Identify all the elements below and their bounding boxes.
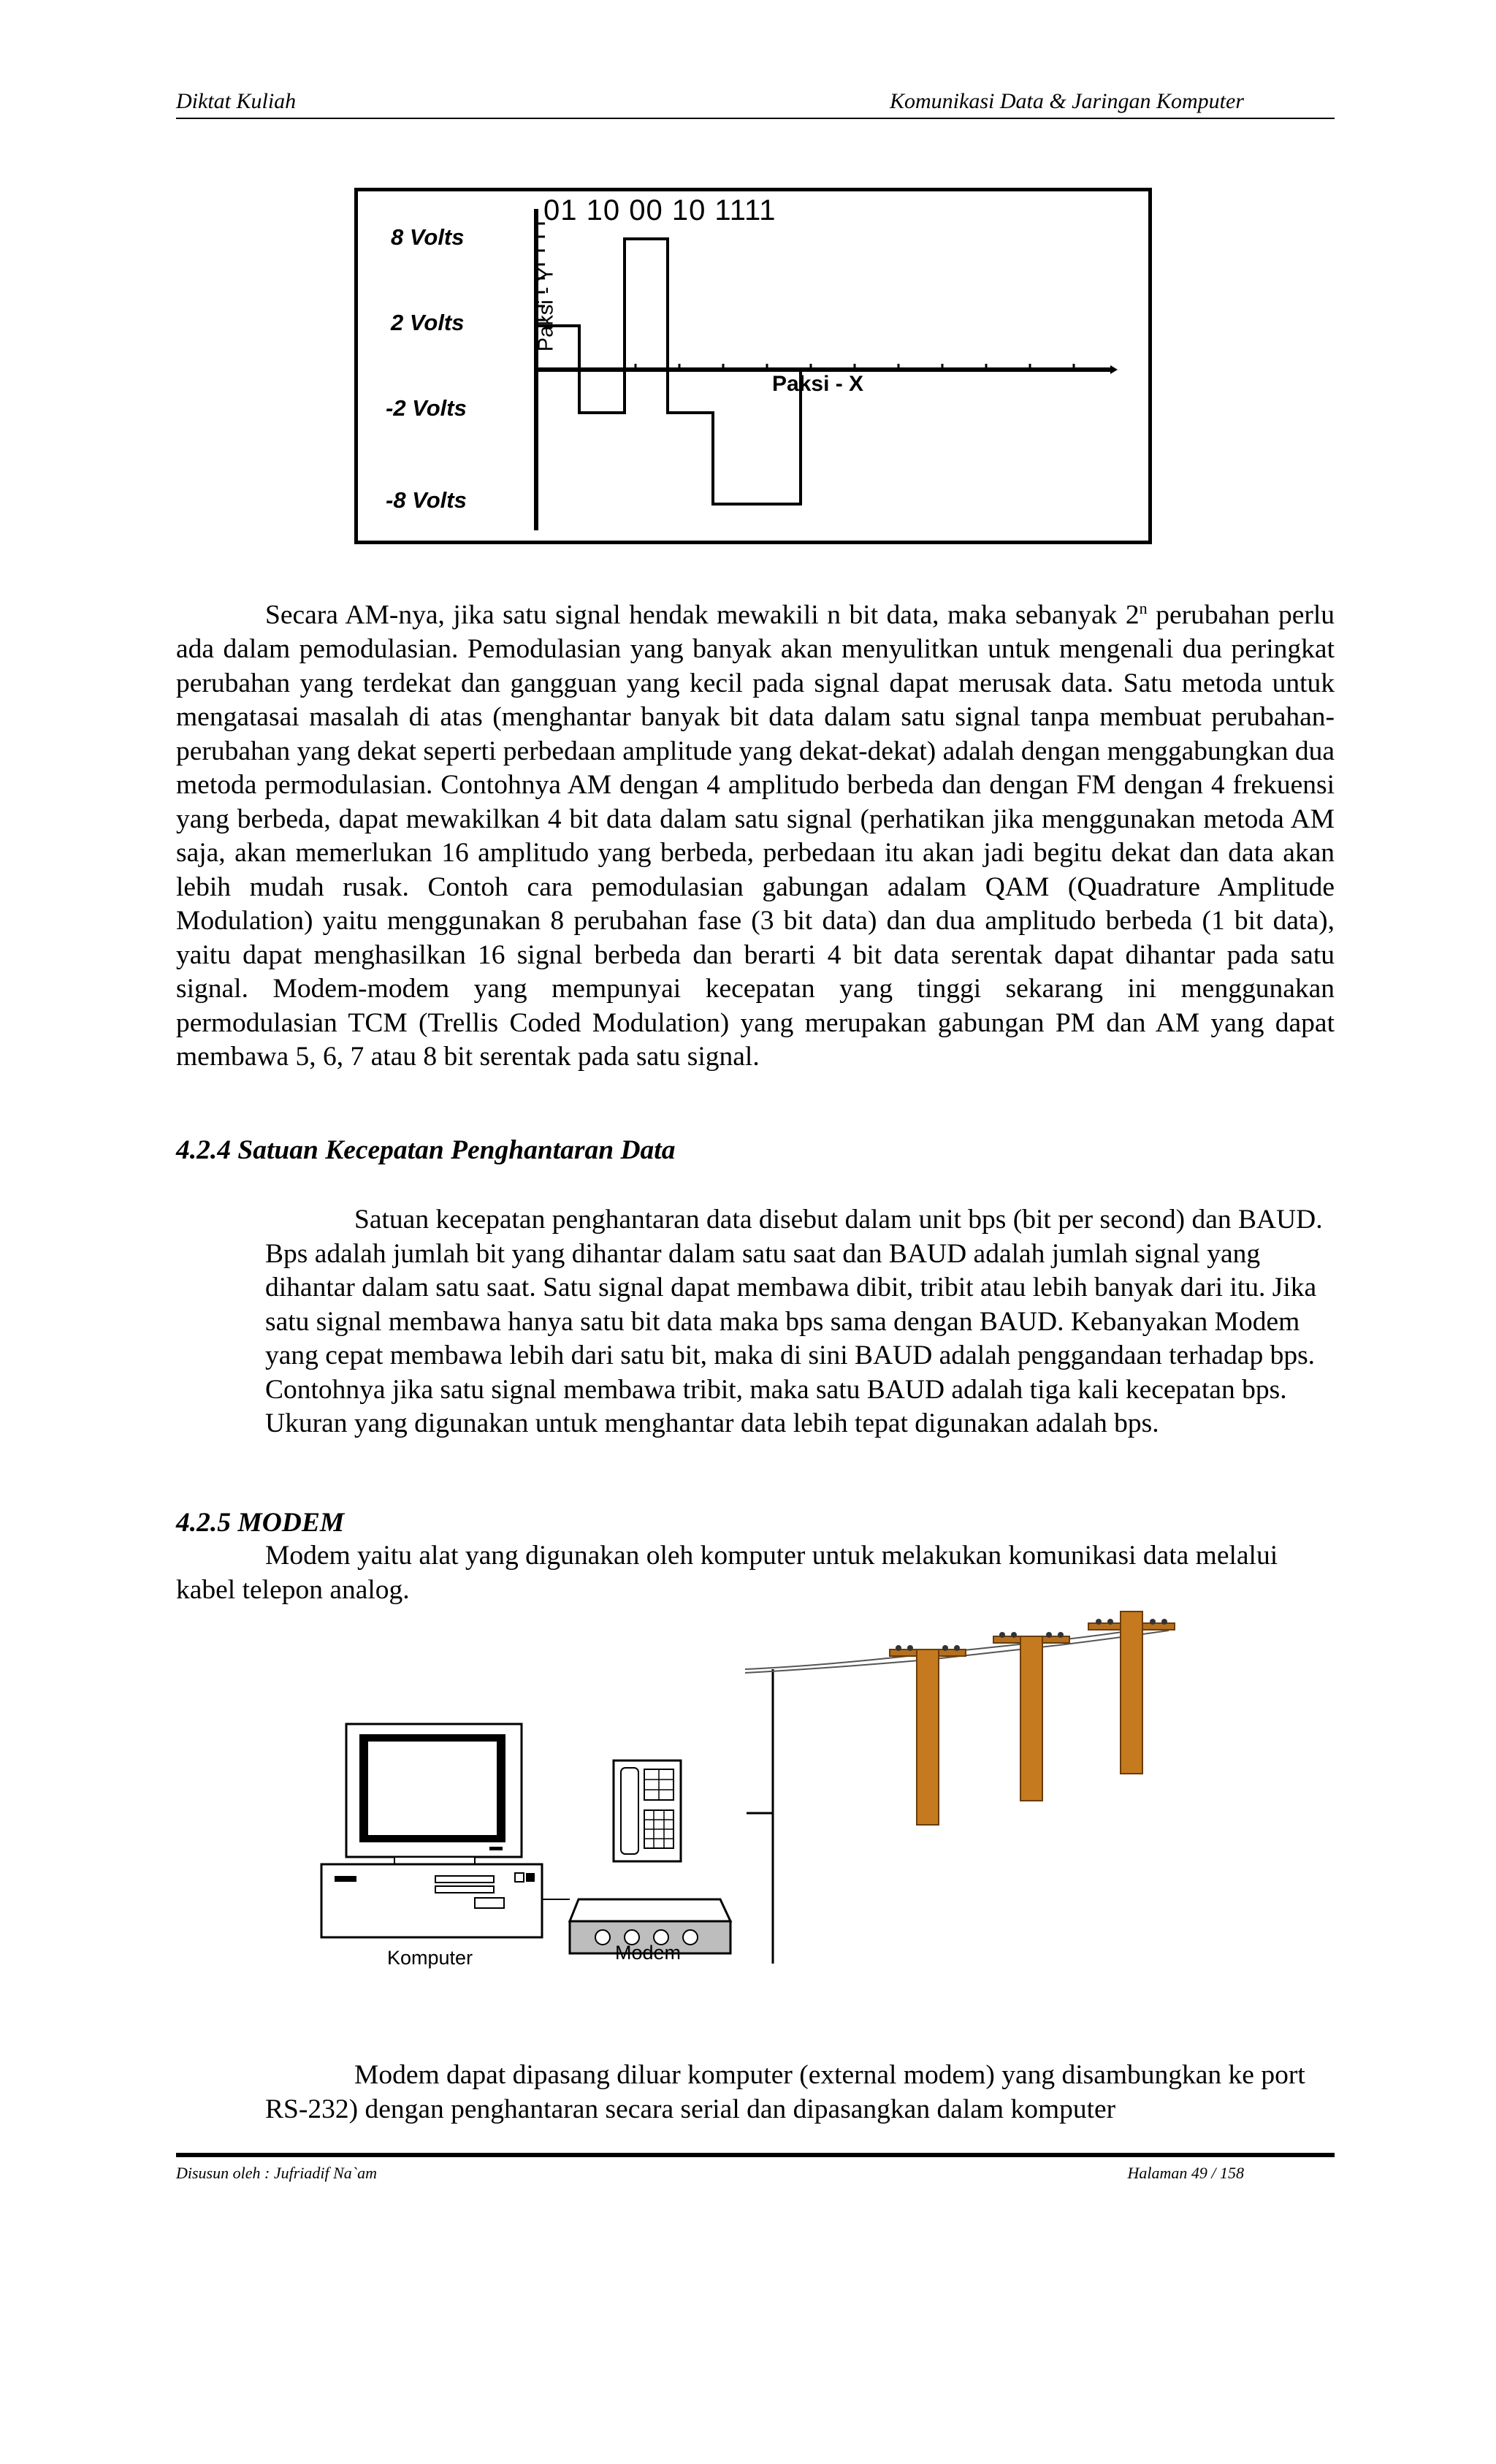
section-424-text: Satuan kecepatan penghantaran data disebut dalam unit bps (bit per second) dan BAUD. Bps adalah jumlah bit yang dihantar dalam satu saat dan BAUD adalah jumlah signal yang dihantar dalam satu saat. Satu signal dapat membawa dibit, tribit atau lebih banyak dari itu. Jika satu signal membawa hanya satu bit data maka bps sama dengan BAUD. Kebanyakan Modem yang cepat membawa lebih dari satu bit, maka di sini BAUD adalah penggandaan terhadap bps. Contohnya jika satu signal membawa tribit, maka satu BAUD adalah tiga kali kecepatan bps. Ukuran yang digunakan untuk menghantar data lebih tepat digunakan adalah bps.	[265, 1205, 1323, 1438]
modem-illustration	[314, 1607, 1213, 1987]
level-label-neg2v: -2 Volts	[386, 395, 467, 421]
level-label-neg8v: -8 Volts	[386, 487, 467, 513]
telephone-icon	[614, 1761, 681, 1861]
section-heading-425: 4.2.5 MODEM	[176, 1508, 345, 1538]
level-label-8v: 8 Volts	[391, 224, 465, 250]
modem-label: Modem	[615, 1942, 682, 1964]
x-axis-arrow	[1110, 365, 1118, 374]
computer-label: Komputer	[387, 1947, 473, 1969]
footer-left: Disusun oleh : Jufriadif Na`am	[176, 2164, 377, 2182]
x-axis-label: Paksi - X	[772, 372, 864, 396]
footer-rule	[176, 2153, 1335, 2157]
paragraph-am-text-a: Secara AM-nya, jika satu signal hendak mewakili n bit data, maka sebanyak 2	[265, 600, 1140, 630]
paragraph-modem-install: Modem dapat dipasang diluar komputer (external modem) yang disambungkan ke port RS-232) dengan penghantaran secara serial dan dipasangkan dalam komputer	[265, 2060, 1305, 2124]
paragraph-am-text-b: perubahan perlu ada dalam pemodulasian. Pemodulasian yang banyak akan menyulitkan untuk mengenali dua peringkat perubahan yang terdekat dan gangguan yang kecil pada signal dapat merusak data. Satu metoda untuk mengatasai masalah di atas (menghantar banyak bit data dalam satu signal tanpa membuat perubahan-perubahan yang dekat seperti perbedaan amplitude yang dekat-dekat) adalah dengan menggabungkan dua metoda permodulasian. Contohnya AM dengan 4 amplitudo berbeda dan dengan FM dengan 4 frekuensi yang berbeda, dapat mewakilkan 4 bit data dalam satu signal (perhatikan jika menggunakan metoda AM saja, akan memerlukan 16 amplitudo yang berbeda, perbedaan itu akan jadi begitu dekat dan data akan lebih mudah rusak. Contoh cara pemodulasian gabungan adalam QAM (Quadrature Amplitude Modulation) yaitu menggunakan 8 perubahan fase (3 bit data) dan dua amplitudo berbeda (1 bit data), yaitu dapat menghasilkan 16 signal berbeda dan berarti 4 bit data serentak dapat dihantar pada satu signal. Modem-modem yang mempunyai kecepatan yang tinggi sekarang ini menggunakan permodulasian TCM (Trellis Coded Modulation) yang merupakan gabungan PM dan AM yang dapat membawa 5, 6, 7 atau 8 bit serentak pada satu signal.	[176, 600, 1335, 1072]
footer-page-number: Halaman 49 / 158	[1127, 2164, 1244, 2182]
superscript-n: n	[1139, 599, 1148, 617]
section-425-text: Modem yaitu alat yang digunakan oleh komputer untuk melakukan komunikasi data melalui kabel telepon analog.	[176, 1541, 1278, 1605]
utility-pole-1	[890, 1645, 966, 1825]
signal-figure	[354, 188, 1152, 544]
section-heading-424: 4.2.4 Satuan Kecepatan Penghantaran Data	[176, 1135, 676, 1165]
utility-pole-2	[993, 1632, 1069, 1801]
computer-monitor-icon	[346, 1724, 522, 1864]
header-right: Komunikasi Data & Jaringan Komputer	[890, 89, 1244, 113]
header-left: Diktat Kuliah	[176, 89, 297, 113]
computer-case-icon	[321, 1864, 542, 1937]
modem-figure	[314, 1607, 1213, 1987]
paragraph-am	[176, 592, 1335, 1075]
signal-plot	[358, 191, 1148, 541]
header-rule	[176, 118, 1335, 119]
bit-sequence: 01 10 00 10 1111	[543, 194, 776, 226]
utility-pole-3	[1088, 1611, 1175, 1774]
y-axis-label: Paksi - Y	[534, 267, 558, 352]
level-label-2v: 2 Volts	[391, 310, 465, 335]
